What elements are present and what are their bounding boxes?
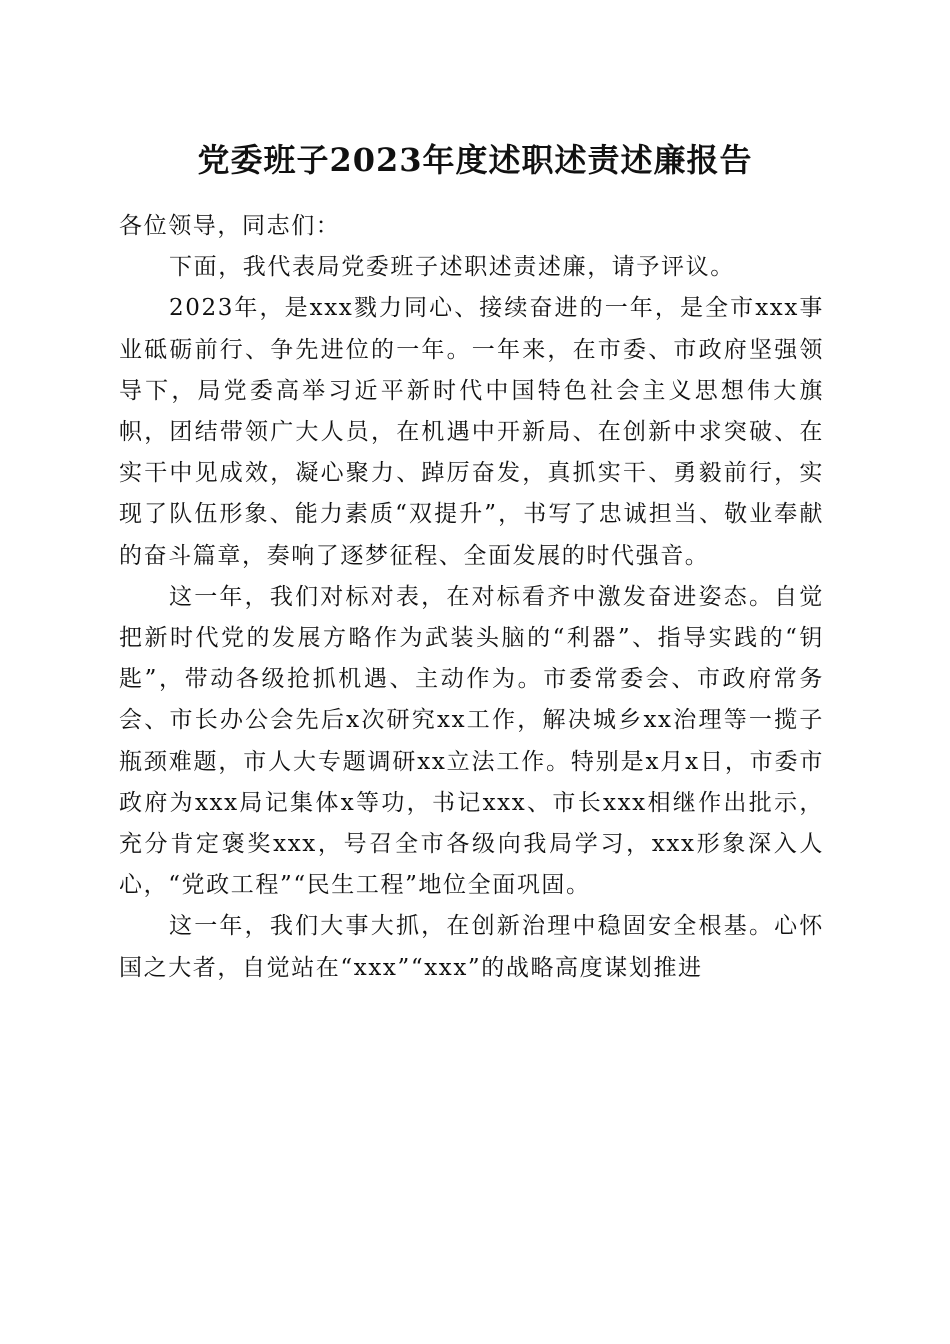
document-body xyxy=(119,206,824,989)
paragraph-benchmarking: 这一年，我们对标对表，在对标看齐中激发奋进姿态。自觉把新时代党的发展方略作为武装头脑的“利器”、指导实践的“钥匙”，带动各级抢抓机遇、主动作为。市委常委会、市政府常务会、市长办公会先后x次研究xx工作，解决城乡xx治理等一揽子瓶颈难题，市人大专题调研xx立法工作。特别是x月x日，市委市政府为xxx局记集体x等功，书记xxx、市长xxx相继作出批示，充分肯定褒奖xxx，号召全市各级向我局学习，xxx形象深入人心，“党政工程”“民生工程”地位全面巩固。 xyxy=(119,583,824,899)
salutation: 各位领导，同志们： xyxy=(119,213,341,239)
paragraph-year-overview: 2023年，是xxx戮力同心、接续奋进的一年，是全市xxx事业砥砺前行、争先进位的一年。一年来，在市委、市政府坚强领导下，局党委高举习近平新时代中国特色社会主义思想伟大旗帜，团结带领广大人员，在机遇中开新局、在创新中求突破、在实干中见成效，凝心聚力、踔厉奋发，真抓实干、勇毅前行，实现了队伍形象、能力素质“双提升”，书写了忠诚担当、敬业奉献的奋斗篇章，奏响了逐梦征程、全面发展的时代强音。 xyxy=(119,295,824,569)
paragraph-intro: 下面，我代表局党委班子述职述责述廉，请予评议。 xyxy=(169,254,735,281)
paragraph-governance: 这一年，我们大事大抓，在创新治理中稳固安全根基。心怀国之大者，自觉站在“xxx”“xxx”的战略高度谋划推进 xyxy=(119,913,824,981)
document-title: 党委班子2023年度述职述责述廉报告 xyxy=(197,141,753,179)
